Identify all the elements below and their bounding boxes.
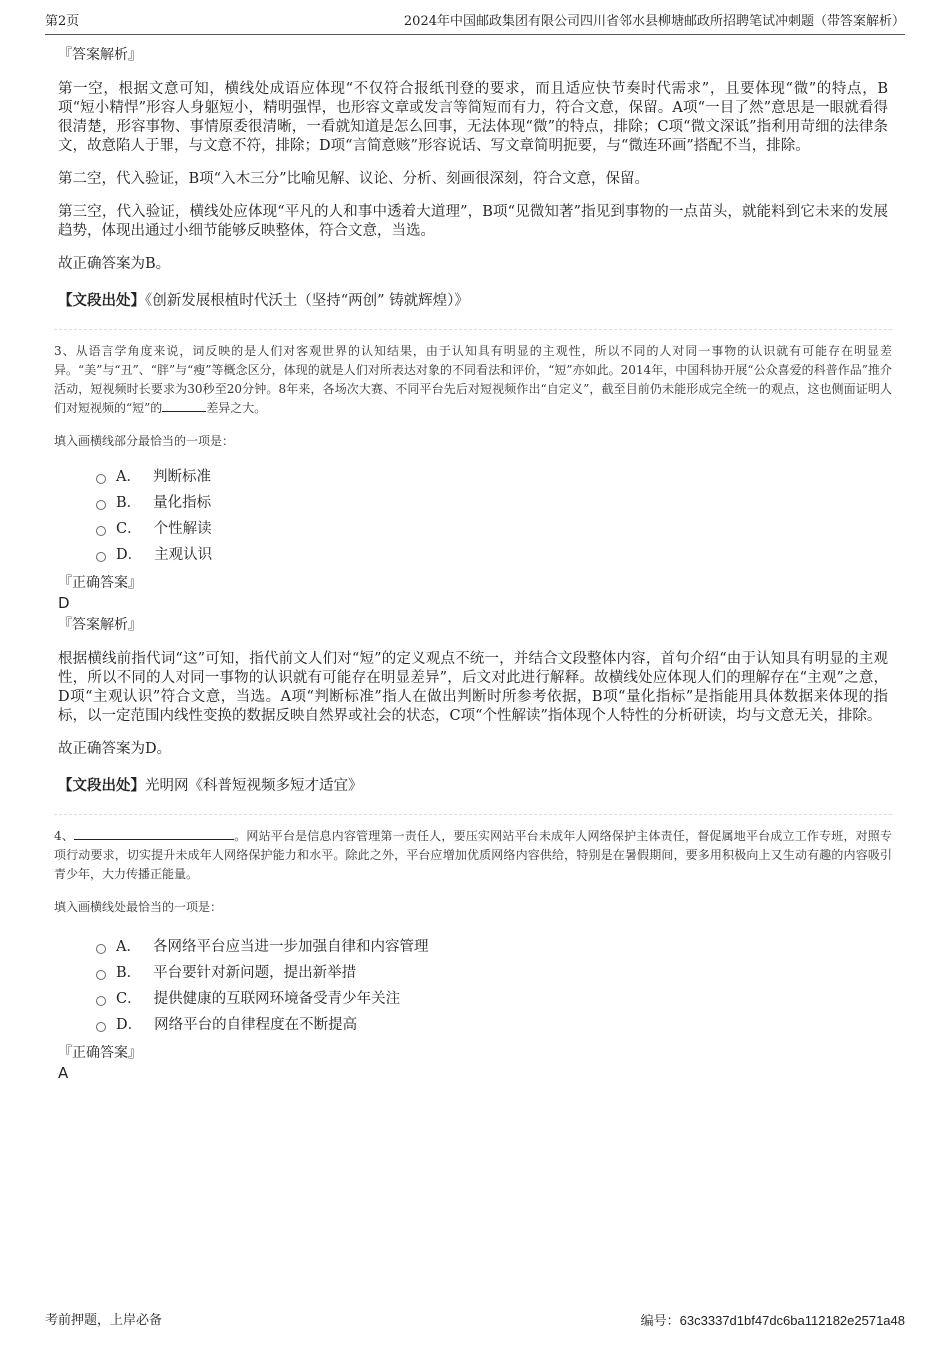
- footer-slogan: 考前押题，上岸必备: [45, 1313, 163, 1328]
- q4-options: [96, 934, 888, 1038]
- option-letter: B．: [116, 965, 142, 981]
- page-footer: [45, 1310, 905, 1332]
- q3-answer: D: [58, 594, 70, 612]
- radio-icon[interactable]: [96, 552, 106, 562]
- q4-prompt: 填入画横线处最恰当的一项是：: [54, 900, 223, 914]
- q3-stem-tail: 差异之大。: [206, 401, 267, 415]
- source-label: 【文段出处】: [58, 777, 145, 794]
- option-letter: A．: [116, 939, 141, 955]
- radio-icon[interactable]: [96, 500, 106, 510]
- q4-answer: A: [58, 1064, 69, 1082]
- option-letter: B．: [116, 495, 142, 511]
- q3-blank: [162, 399, 206, 412]
- q3-option-c[interactable]: [96, 516, 888, 542]
- option-text: 量化指标: [153, 495, 212, 511]
- q3-analysis-paragraph: 根据横线前指代词“这”可知，指代前文人们对“短”的定义观点不统一，并结合文段整体内容，首句介绍“由于认知具有明显的主观性，所以不同的人对同一事物的认识就有可能存在明显差异”，后文对此进行解释。故横线处应体现人们的理解存在“主观”之意，D项“主观认识”符合文意，当选。A项“判断标准”指人在做出判断时所参考依据，B项“量化指标”是指能用具体数据来体现的指标，以一定范围内线性变换的数据反映自然界或社会的状态，C项“个性解读”指体现个人特性的分析研读，均与文意无关，排除。: [58, 651, 888, 724]
- q3-option-b[interactable]: [96, 490, 888, 516]
- q3-option-d[interactable]: [96, 542, 888, 568]
- q4-stem-text: 。网站平台是信息内容管理第一责任人，要压实网站平台未成年人网络保护主体责任，督促属地平台成立工作专班，对照专项行动要求，切实提升未成年人网络保护能力和水平。除此之外，平台应增加优质网络内容供给，特别是在暑假期间，要多用积极向上又生动有趣的内容吸引青少年，大力传播正能量。: [54, 829, 892, 881]
- q4-option-b[interactable]: [96, 960, 888, 986]
- page-number: 第2页: [45, 14, 80, 29]
- q4-blank: [74, 827, 234, 840]
- document-code: [641, 1310, 905, 1332]
- divider: [54, 814, 892, 815]
- radio-icon[interactable]: [96, 970, 106, 980]
- q4-option-a[interactable]: [96, 934, 888, 960]
- q2-conclusion: 故正确答案为B。: [58, 256, 171, 272]
- q3-prompt: 填入画横线部分最恰当的一项是：: [54, 434, 235, 448]
- q3-source: [58, 776, 888, 796]
- q3-conclusion: 故正确答案为D。: [58, 741, 172, 757]
- q4-stem: [54, 827, 892, 884]
- q3-options: [96, 464, 888, 568]
- option-text: 判断标准: [152, 469, 211, 485]
- q2-analysis-paragraph-1: 第一空，根据文意可知，横线处成语应体现“不仅符合报纸刊登的要求，而且适应快节奏时代需求”，且要体现“微”的特点，B项“短小精悍”形容人身躯短小，精明强悍，也形容文章或发言等简短而有力，符合文意，保留。A项“一目了然”意思是一眼就看得很清楚，形容事物、事情原委很清晰，一看就知道是怎么回事，无法体现“微”的特点，排除；C项“微文深诋”指利用苛细的法律条文，故意陷人于罪，与文意不符，排除；D项“言简意赅”形容说话、写文章简明扼要，与“微连环画”搭配不当，排除。: [58, 81, 888, 154]
- source-text: 《创新发展根植时代沃土（坚持“两创” 铸就辉煌）》: [145, 293, 469, 309]
- option-letter: C．: [116, 991, 142, 1007]
- q4-option-c[interactable]: [96, 986, 888, 1012]
- q4-answer-tag: 『正确答案』: [58, 1045, 142, 1061]
- code-label: 编号：: [640, 1314, 680, 1329]
- option-letter: C．: [116, 521, 142, 537]
- option-text: 主观认识: [154, 547, 213, 563]
- radio-icon[interactable]: [96, 996, 106, 1006]
- divider: [54, 329, 892, 330]
- option-letter: D．: [116, 1017, 143, 1033]
- option-letter: A．: [116, 469, 141, 485]
- document-title: 2024年中国邮政集团有限公司四川省邻水县柳塘邮政所招聘笔试冲刺题（带答案解析）: [403, 14, 905, 29]
- page-header: [45, 12, 905, 35]
- radio-icon[interactable]: [96, 944, 106, 954]
- option-text: 提供健康的互联网环境备受青少年关注: [153, 991, 401, 1007]
- document-body: [54, 44, 892, 1082]
- q2-analysis-paragraph-3: 第三空，代入验证，横线处应体现“平凡的人和事中透着大道理”，B项“见微知著”指见到事物的一点苗头，就能料到它未来的发展趋势，体现出通过小细节能够反映整体，符合文意，当选。: [58, 204, 888, 239]
- option-text: 网络平台的自律程度在不断提高: [154, 1017, 358, 1033]
- option-text: 平台要针对新问题，提出新举措: [153, 965, 357, 981]
- option-text: 各网络平台应当进一步加强自律和内容管理: [152, 939, 429, 955]
- q3-stem-text: 3、从语言学角度来说，词反映的是人们对客观世界的认知结果，由于认知具有明显的主观性，所以不同的人对同一事物的认识就有可能存在明显差异。“美”与“丑”、“胖”与“瘦”等概念区分，体现的就是人们对所表达对象的不同看法和评价，“短”亦如此。2014年，中国科协开展“公众喜爱的科普作品”推介活动，短视频时长要求为30秒至20分钟。8年来，各场次大赛、不同平台先后对短视频作出“自定义”，截至目前仍未能形成完全统一的观点，这也侧面证明人们对短视频的“短”的: [54, 344, 892, 415]
- source-text: 光明网《科普短视频多短才适宜》: [145, 778, 363, 794]
- q2-analysis-paragraph-2: 第二空，代入验证，B项“入木三分”比喻见解、议论、分析、刻画很深刻，符合文意，保留。: [58, 171, 649, 187]
- source-label: 【文段出处】: [58, 292, 145, 309]
- q2-source: [58, 291, 888, 311]
- radio-icon[interactable]: [96, 474, 106, 484]
- q3-option-a[interactable]: [96, 464, 888, 490]
- option-letter: D．: [116, 547, 143, 563]
- radio-icon[interactable]: [96, 526, 106, 536]
- q3-answer-tag: 『正确答案』: [58, 575, 142, 591]
- q3-analysis-tag: 『答案解析』: [58, 617, 142, 633]
- q2-analysis-tag: 『答案解析』: [58, 47, 142, 63]
- q3-stem: [54, 342, 892, 418]
- code-value: 63c3337d1bf47dc6ba112182e2571a48: [679, 1313, 905, 1328]
- option-text: 个性解读: [153, 521, 212, 537]
- q4-option-d[interactable]: [96, 1012, 888, 1038]
- q4-number: 4、: [54, 829, 75, 843]
- radio-icon[interactable]: [96, 1022, 106, 1032]
